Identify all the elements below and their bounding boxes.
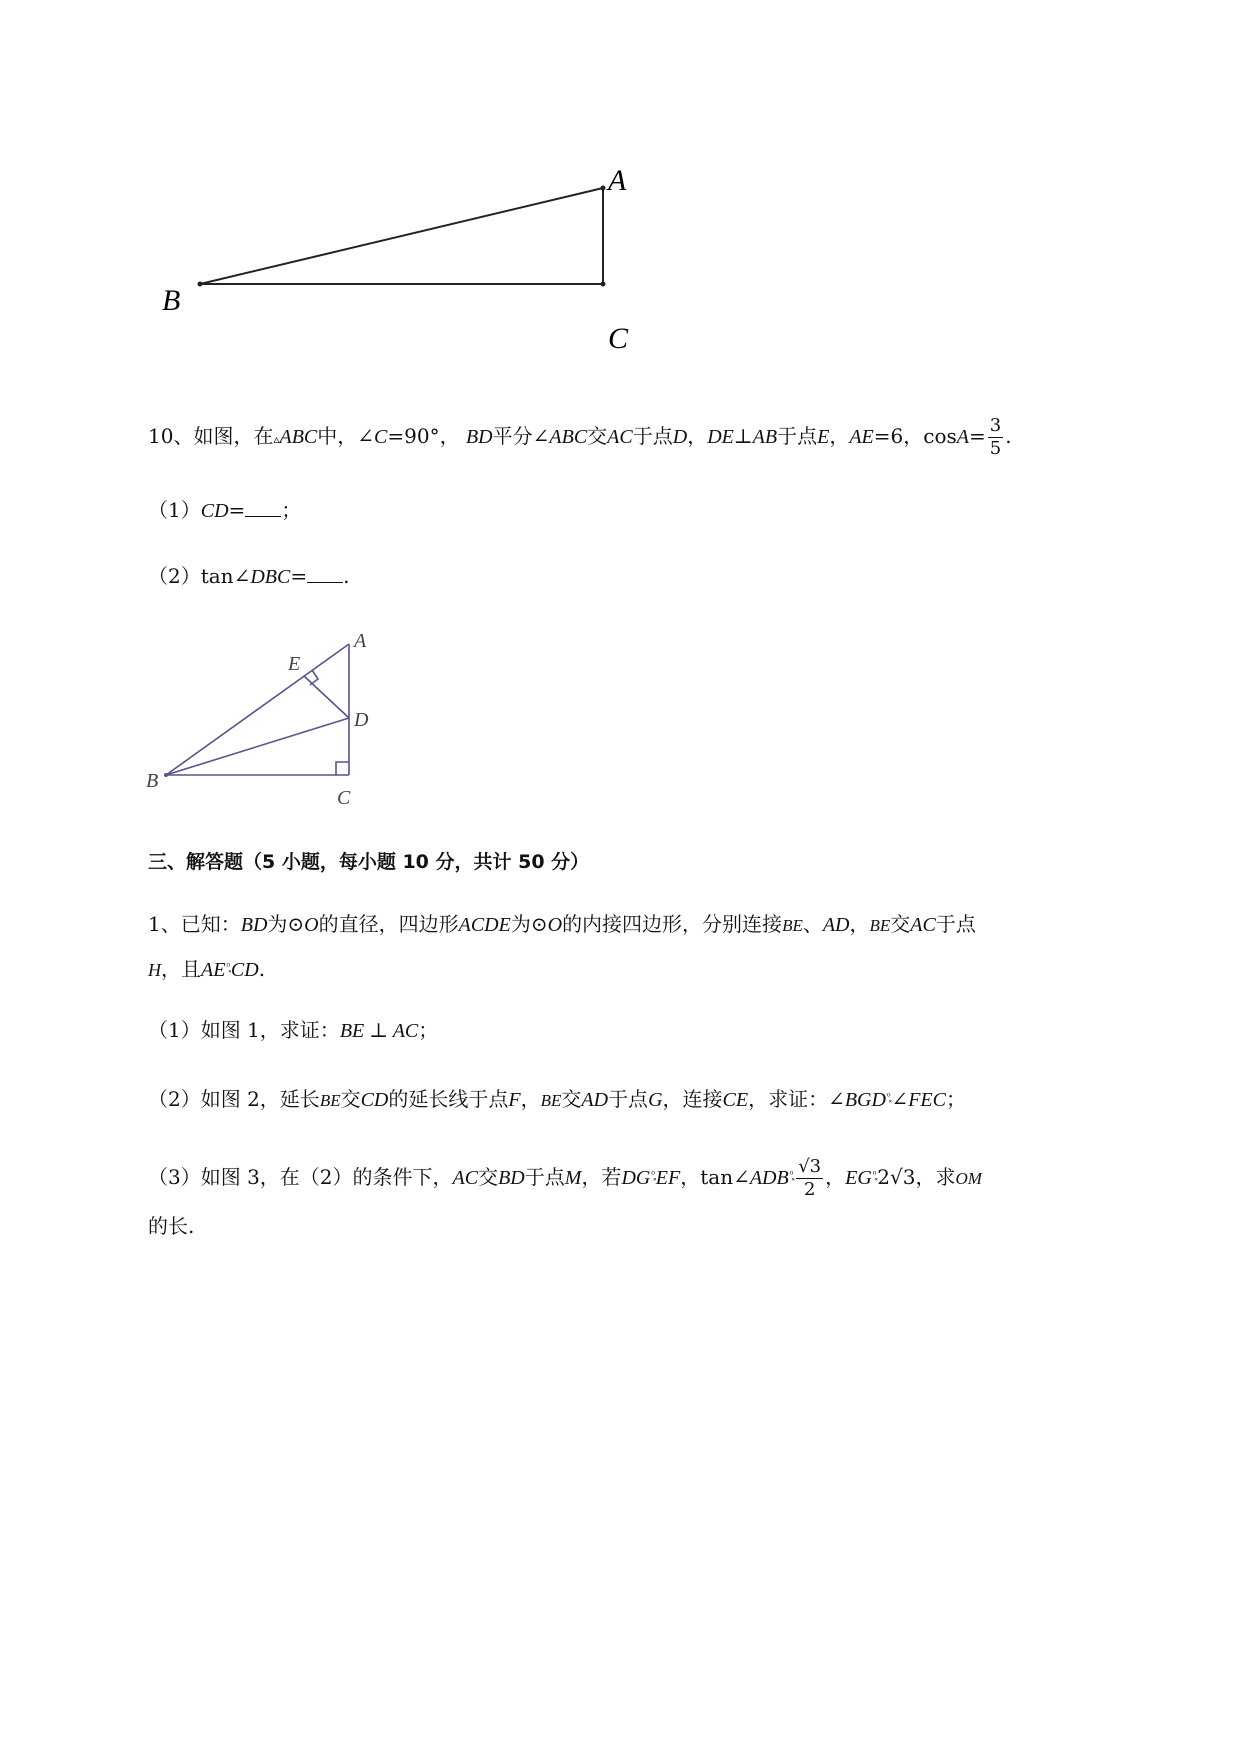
label-e2: E — [288, 653, 301, 675]
label-b: B — [162, 284, 181, 317]
q10-sub2: （2）tan∠DBC= . — [148, 564, 350, 588]
p1-sub3-cont: 的长. — [148, 1214, 195, 1238]
p1-sub2: （2）如图 2，延长BE交CD的延长线于点F，BE交AD于点G，连接CE，求证：$\angle BGD^{ᵒ͓}\angle FEC$； — [148, 1087, 966, 1111]
fraction-root3-over-2: $\frac{√3}{2}$ — [798, 1156, 822, 1200]
label-c: C — [608, 322, 629, 355]
p1-stem-line1: 1、已知：BD为⊙O的直径，四边形ACDE为⊙O的内接四边形，分别连接BE、AD，BE交AC于点 — [148, 912, 976, 936]
label-a: A — [608, 164, 627, 197]
answer-blank-2[interactable] — [307, 562, 343, 583]
label-b2: B — [146, 770, 159, 792]
p1-sub3: （3）如图 3，在（2）的条件下，AC交BD于点M，若$DG^{ᵒ͓}EF$，$\tan\angle ADB^{ᵒ͓}$ $\frac{√3}{2}$ ，$EG^{ᵒ͓}2√3$，求OM — [148, 1156, 982, 1200]
q10-sub1: （1）CD= ； — [148, 498, 302, 522]
q10-stem: 10、如图，在▵ABC中，∠C=90°， BD平分∠ABC交AC于点D，DE⊥AB于点E，AE=6，cosA= $\frac{3}{5}$ . — [148, 415, 1012, 459]
figure-triangle-abc — [140, 160, 660, 360]
p1-stem-line2: H，且$AE^{ᵒ͓}CD$. — [148, 957, 266, 981]
label-d2: D — [354, 709, 369, 731]
label-a2: A — [354, 630, 367, 652]
fraction-three-fifths: $\frac{3}{5}$ — [989, 415, 1002, 459]
label-c2: C — [337, 787, 351, 809]
figure-triangle-bisector — [140, 630, 400, 810]
section-heading: 三、解答题（5 小题，每小题 10 分，共计 50 分） — [148, 851, 590, 873]
p1-sub1: （1）如图 1，求证：BE ⊥ AC； — [148, 1018, 439, 1042]
answer-blank-1[interactable] — [245, 496, 281, 517]
